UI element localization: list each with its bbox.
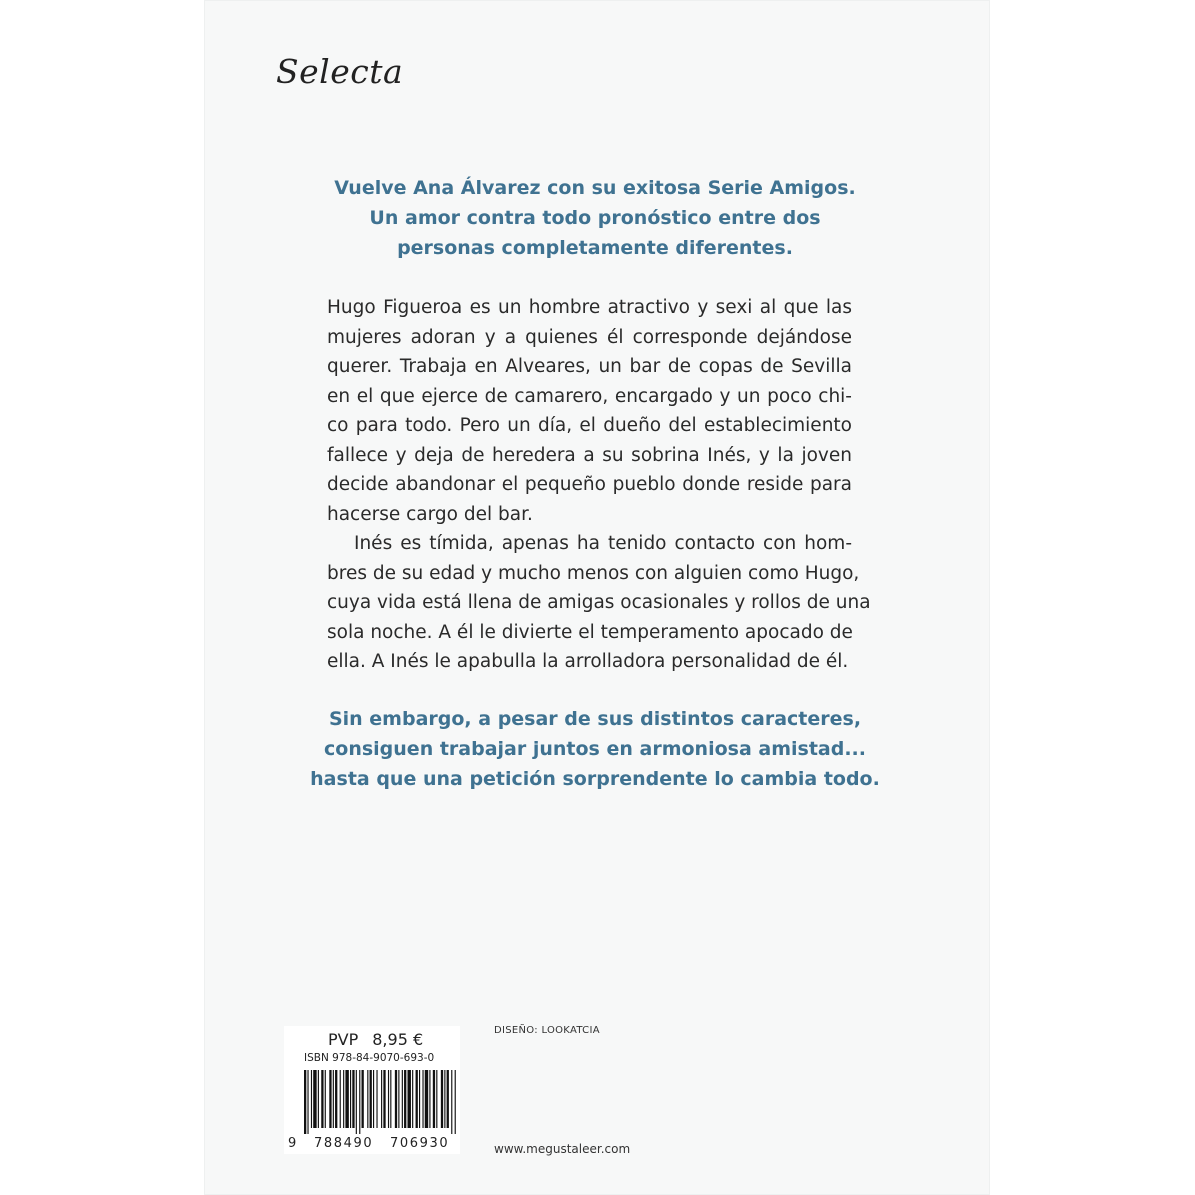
- intro-line: personas completamente diferentes.: [397, 237, 793, 259]
- barcode-bar: [318, 1070, 319, 1128]
- barcode-bar: [404, 1070, 406, 1128]
- barcode-label: [284, 1026, 460, 1154]
- barcode-bar: [325, 1070, 326, 1128]
- barcode-bar: [451, 1070, 452, 1134]
- barcode-bar: [408, 1070, 411, 1128]
- price-value: 8,95 €: [372, 1030, 424, 1049]
- barcode-right-digits: 706930: [390, 1136, 450, 1151]
- barcode-bar: [343, 1070, 344, 1128]
- synopsis-line: fallece y deja de heredera a su sobrina Inés, y la joven: [327, 444, 852, 466]
- barcode-bar: [340, 1070, 341, 1128]
- barcode-bar: [335, 1070, 337, 1128]
- barcode-bar: [444, 1070, 445, 1128]
- barcode-bar: [416, 1070, 418, 1128]
- barcode-bar: [362, 1070, 364, 1128]
- barcode-bar: [350, 1070, 351, 1128]
- closing-line: Sin embargo, a pesar de sus distintos caracteres,: [328, 708, 862, 730]
- synopsis-line: querer. Trabaja en Alveares, un bar de copas de Sevilla: [327, 356, 852, 377]
- barcode-bar: [367, 1070, 368, 1128]
- barcode-bar: [307, 1070, 308, 1134]
- synopsis-line: hacerse cargo del bar.: [327, 503, 533, 525]
- closing-line: consiguen trabajar juntos en armoniosa amistad...: [324, 738, 866, 760]
- synopsis-line: co para todo. Pero un día, el dueño del establecimiento: [327, 415, 852, 436]
- price-label: PVP: [328, 1030, 359, 1049]
- synopsis-line: cuya vida está llena de amigas ocasionales y rollos de una: [327, 592, 871, 613]
- synopsis-line: decide abandonar el pequeño pueblo donde reside para: [327, 474, 852, 495]
- barcode-bar: [441, 1070, 443, 1128]
- barcode-bar: [398, 1070, 399, 1128]
- synopsis-line: Inés es tímida, apenas ha tenido contacto con hom-: [354, 533, 852, 554]
- barcode-bar: [395, 1070, 397, 1128]
- publisher-website: www.megustaleer.com: [494, 1142, 631, 1156]
- barcode-bar: [313, 1070, 316, 1128]
- closing-line: hasta que una petición sorprendente lo cambia todo.: [310, 768, 880, 790]
- barcode-bar: [388, 1070, 389, 1128]
- barcode-bar: [402, 1070, 403, 1128]
- barcode-left-digits: 788490: [314, 1136, 374, 1151]
- barcode-bar: [390, 1070, 391, 1128]
- barcode-bar: [356, 1070, 357, 1134]
- barcode-bar: [376, 1070, 377, 1128]
- synopsis-line: en el que ejerce de camarero, encargado y un poco chi-: [327, 385, 852, 407]
- design-credit: DISEÑO: LOOKATCIA: [494, 1025, 600, 1036]
- barcode-bar: [345, 1070, 348, 1128]
- barcode-bar: [412, 1070, 413, 1128]
- closing-blurb: [300, 704, 890, 794]
- barcode-bar: [352, 1070, 354, 1128]
- isbn-number: ISBN 978-84-9070-693-0: [304, 1052, 435, 1064]
- barcode-bar: [370, 1070, 372, 1128]
- barcode-bars: [304, 1070, 456, 1134]
- synopsis-line: Hugo Figueroa es un hombre atractivo y sexi al que las: [327, 297, 852, 318]
- synopsis-text: [327, 293, 871, 677]
- intro-line: Un amor contra todo pronóstico entre dos: [369, 207, 821, 229]
- barcode-bar: [381, 1070, 382, 1128]
- barcode-bar: [429, 1070, 430, 1128]
- barcode-bar: [359, 1070, 360, 1134]
- barcode-bar: [422, 1070, 423, 1128]
- barcode-bar: [321, 1070, 323, 1128]
- barcode-bar: [447, 1070, 449, 1128]
- synopsis-line: bres de su edad y mucho menos con alguien como Hugo,: [327, 562, 860, 584]
- barcode-bar: [455, 1070, 456, 1134]
- publisher-logo: Selecta: [276, 52, 404, 91]
- barcode-bar: [419, 1070, 420, 1128]
- barcode-bar: [333, 1070, 334, 1128]
- barcode-first-digit: 9: [288, 1136, 297, 1151]
- barcode-bar: [329, 1070, 331, 1128]
- barcode-bar: [304, 1070, 306, 1134]
- barcode-bar: [433, 1070, 435, 1128]
- synopsis-line: sola noche. A él le divierte el temperamento apocado de: [327, 621, 853, 643]
- barcode-bar: [311, 1070, 312, 1128]
- barcode-bar: [436, 1070, 437, 1128]
- intro-line: Vuelve Ana Álvarez con su exitosa Serie Amigos.: [334, 177, 856, 199]
- barcode-bar: [373, 1070, 374, 1128]
- synopsis-line: ella. A Inés le apabulla la arrolladora personalidad de él.: [327, 651, 849, 672]
- price-tag: [328, 1030, 423, 1049]
- synopsis-line: mujeres adoran y a quienes él corresponde dejándose: [327, 326, 852, 348]
- intro-blurb: [300, 173, 890, 263]
- barcode-bar: [425, 1070, 428, 1128]
- barcode-bar: [383, 1070, 385, 1128]
